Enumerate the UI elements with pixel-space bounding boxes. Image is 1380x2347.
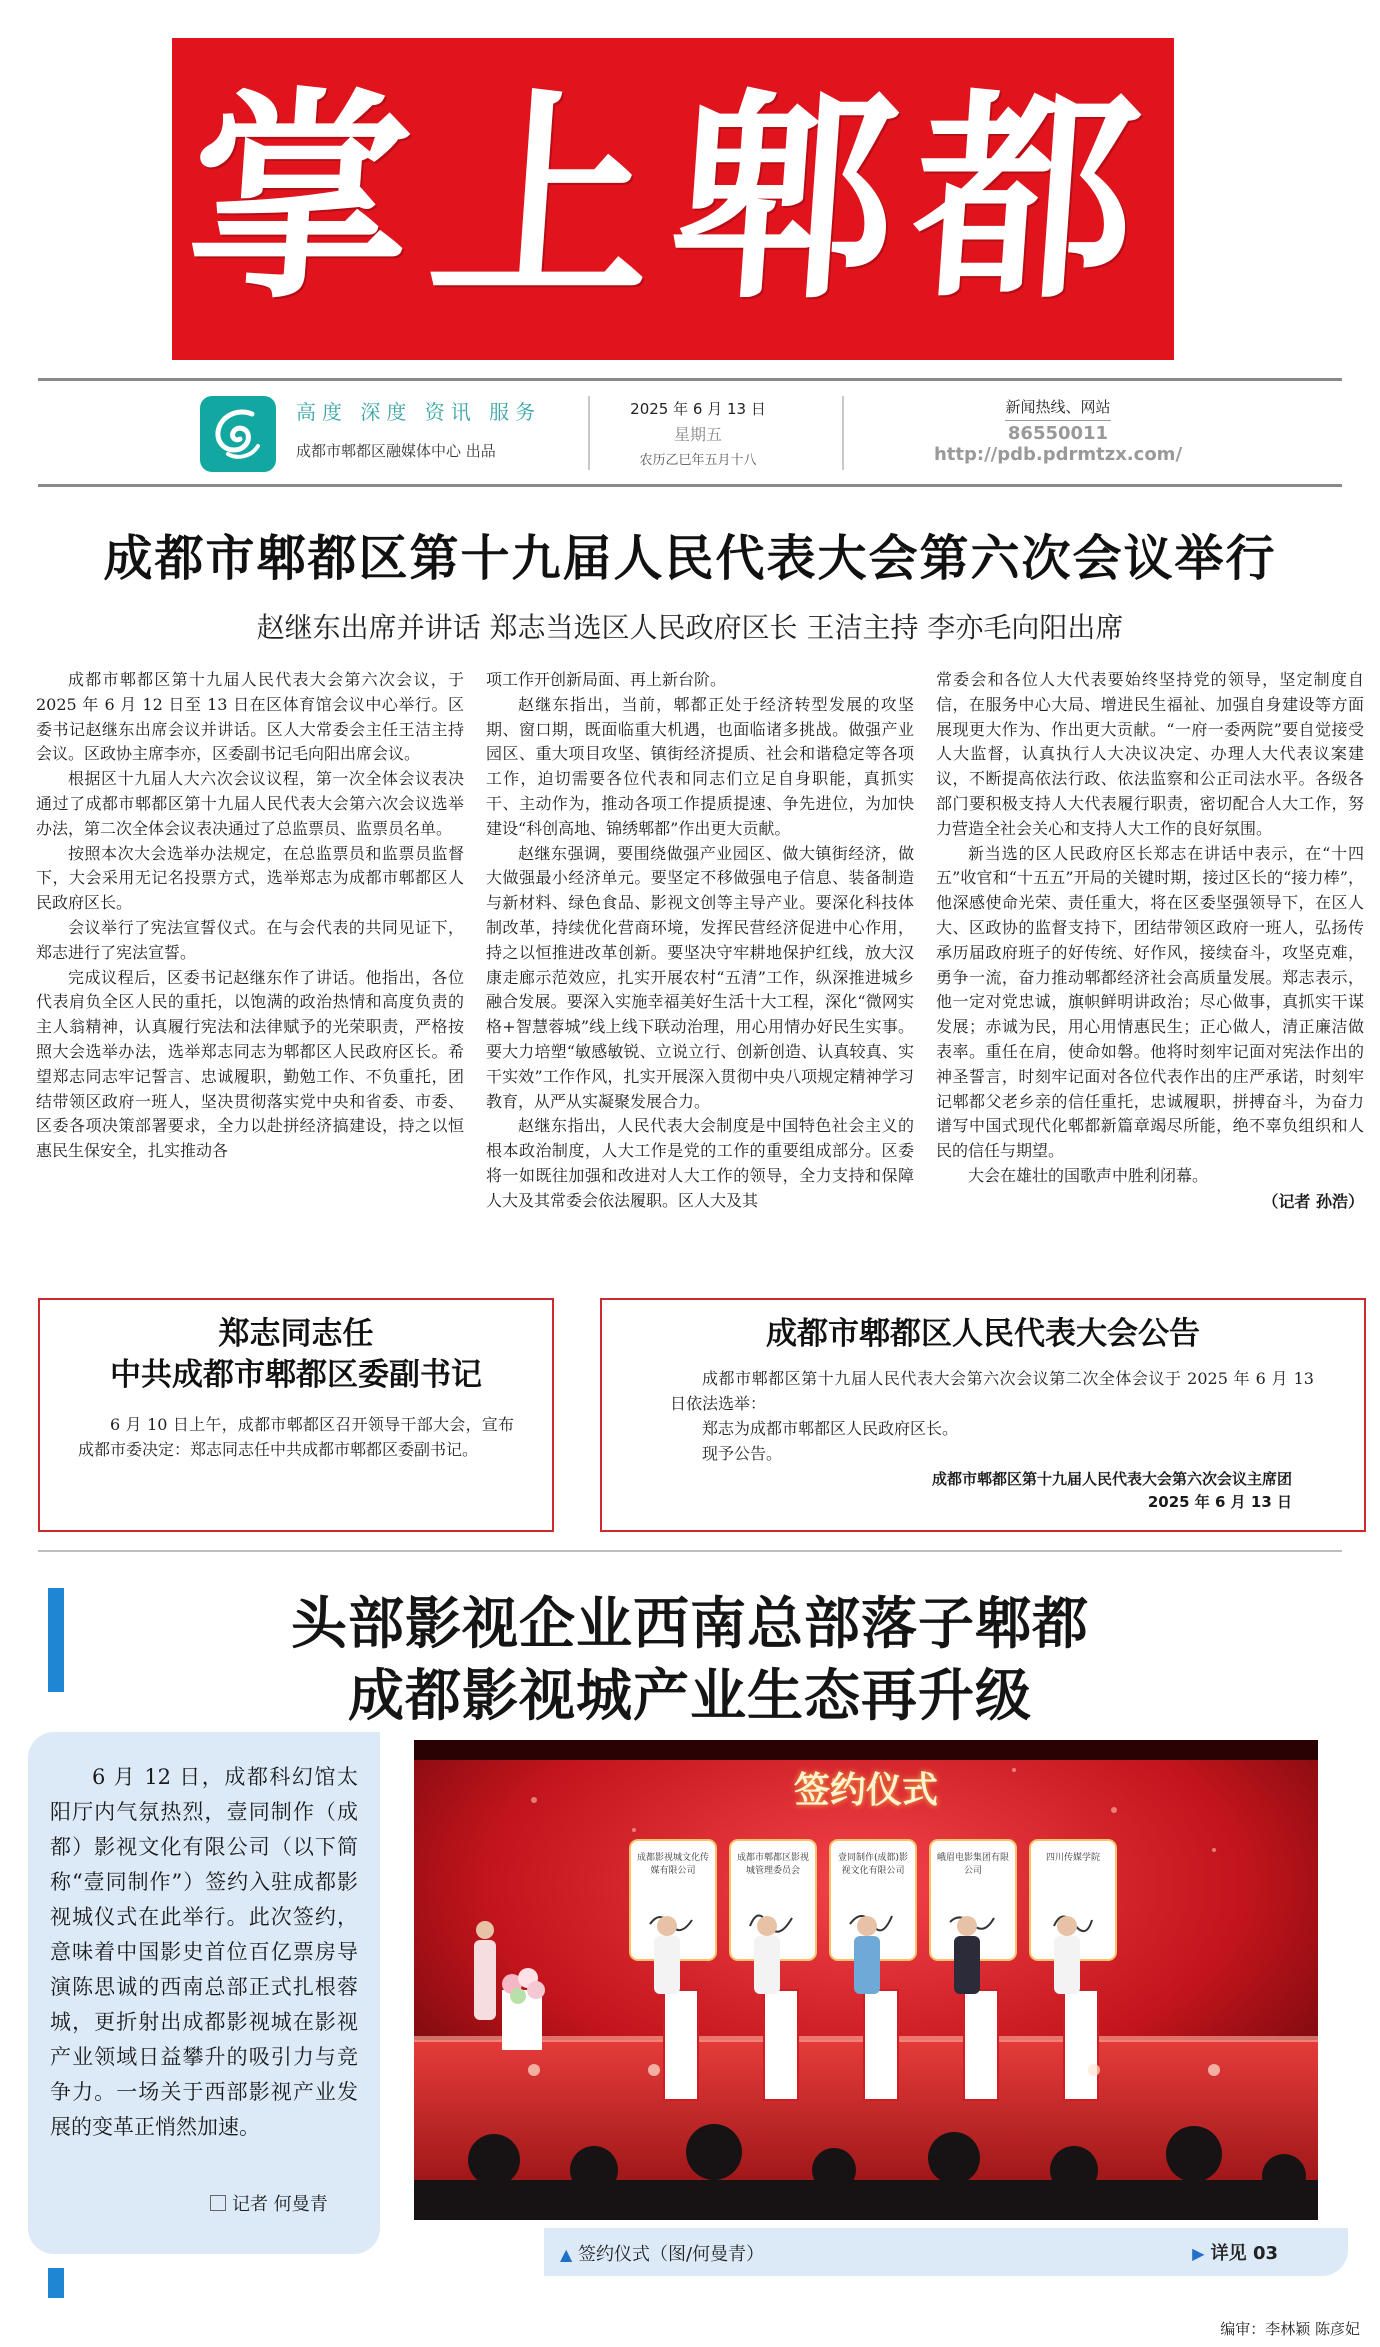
website-link[interactable]: http://pdb.pdrmtzx.com/ <box>933 444 1183 465</box>
announcement-issuer: 成都市郫都区第十九届人民代表大会第六次会议主席团 <box>931 1470 1292 1488</box>
paragraph: 新当选的区人民政府区长郑志在讲话中表示，在“十四五”收官和“十五五”开局的关键时期，接过区长的“接力棒”，他深感使命光荣、责任重大，将在区委坚强领导下，在区人大、区政协的监督支持下，团结带领区政府一班人，弘扬传承历届政府班子的好传统、好作风，接续奋斗，攻坚克难，勇争一流，奋力推动郫都经济社会高质量发展。郑志表示，他一定对党忠诚，旗帜鲜明讲政治；尽心做事，真抓实干谋发展；赤诚为民，用心用情惠民生；正心做人，清正廉洁做表率。重任在肩，使命如磐。他将时刻牢记面对宪法作出的神圣誓言，时刻牢记面对各位代表作出的庄严承诺，时刻牢记郫都父老乡亲的信任重托，忠诚履职，拼搏奋斗，为奋力谱写中国式现代化郫都新篇章竭尽所能，绝不辜负组织和人民的信任与期望。 <box>936 843 1364 1161</box>
story-lead: 6 月 12 日，成都科幻馆太阳厅内气氛热烈，壹同制作（成都）影视文化有限公司（以下简称“壹同制作”）签约入驻成都影视城仪式在此举行。此次签约，意味着中国影史首位百亿票房导演陈思诚的西南总部正式扎根蓉城，更折射出成都影视城在影视产业领域日益攀升的吸引力与竞争力。一场关于西部影视产业发展的变革正悄然加速。 <box>50 1765 358 2139</box>
story-title-line2: 成都影视城产业生态再升级 <box>348 1664 1032 1729</box>
paragraph: 赵继东指出，当前，郫都正处于经济转型发展的攻坚期、窗口期，既面临重大机遇，也面临诸多挑战。做强产业园区、重大项目攻坚、镇街经济提质、社会和谐稳定等各项工作，迫切需要各位代表和同志们立足自身职能，真抓实干、主动作为，推动各项工作提质提速、争先进位，为加快建设“科创高地、锦绣郫都”作出更大贡献。 <box>486 694 914 838</box>
notice-title-line1: 郑志同志任 <box>218 1316 374 1352</box>
board-label: 四川传媒学院 <box>1045 1853 1100 1863</box>
lead-byline: （记者 孙浩） <box>1262 1191 1364 1211</box>
notice-title-line2: 中共成都市郫都区委副书记 <box>110 1357 482 1393</box>
column-1 <box>36 668 464 1268</box>
announcement-line: 成都市郫都区第十九届人民代表大会第六次会议第二次全体会议于 2025 年 6 月 13 日依法选举： <box>670 1369 1314 1413</box>
paragraph: 完成议程后，区委书记赵继东作了讲话。他指出，各位代表肩负全区人民的重托，以饱满的政治热情和高度负责的主人翁精神，认真履行宪法和法律赋予的光荣职责，严格按照大会选举办法，选举郑志同志为郫都区人民政府区长。希望郑志同志牢记誓言、忠诚履职，勤勉工作、不负重托，团结带领区政府一班人，坚决贯彻落实党中央和省委、市委、区委各项决策部署要求，全力以赴拼经济搞建设，持之以恒惠民生保安全，扎实推动各 <box>36 967 464 1161</box>
notice-body: 6 月 10 日上午，成都市郫都区召开领导干部大会，宣布成都市委决定：郑志同志任中共成都市郫都区委副书记。 <box>78 1415 514 1459</box>
paragraph: 会议举行了宪法宣誓仪式。在与会代表的共同见证下，郑志进行了宪法宣誓。 <box>36 917 464 962</box>
reporter-name: 记者 何曼青 <box>232 2194 328 2215</box>
story-title-line1: 头部影视企业西南总部落子郫都 <box>291 1592 1089 1657</box>
see-page-link[interactable] <box>1192 2239 1278 2265</box>
date-block <box>598 398 798 468</box>
slogan: 高度 深度 资讯 服务 <box>296 400 542 424</box>
paragraph: 按照本次大会选举办法规定，在总监票员和监票员监督下，大会采用无记名投票方式，选举郑志为成都市郫都区人民政府区长。 <box>36 843 464 913</box>
paragraph: 常委会和各位人大代表要始终坚持党的领导，坚定制度自信，在服务中心大局、增进民生福祉、加强自身建设等方面展现更大作为、作出更大贡献。“一府一委两院”要自觉接受人大监督，认真执行人大决议决定、办理人大代表议案建议，不断提高依法行政、依法监察和公正司法水平。各级各部门要积极支持人大代表履行职责，密切配合人大工作，努力营造全社会关心和支持人大工作的良好氛围。 <box>936 670 1364 838</box>
paragraph: 项工作开创新局面、再上新台阶。 <box>486 670 727 689</box>
paragraph: 成都市郫都区第十九届人民代表大会第六次会议，于 2025 年 6 月 12 日至 13 日在区体育馆会议中心举行。区委书记赵继东出席会议并讲话。区人大常委会主任王洁主持会议。区政协主席李亦，区委副书记毛向阳出席会议。 <box>36 670 464 764</box>
hotline-label: 新闻热线、网站 <box>1005 396 1110 421</box>
top-rule <box>38 378 1342 381</box>
announcement-line: 郑志为成都市郫都区人民政府区长。 <box>702 1419 959 1438</box>
hotline-number: 86550011 <box>1007 423 1109 444</box>
accent-bar <box>48 2268 64 2298</box>
paragraph: 赵继东指出，人民代表大会制度是中国特色社会主义的根本政治制度，人大工作是党的工作的重要组成部分。区委将一如既往加强和改进对人大工作的领导，全力支持和保障人大及其常委会依法履职。区人大及其 <box>486 1116 914 1210</box>
masthead <box>172 38 1174 360</box>
accent-bar <box>48 1588 64 1692</box>
caption-triangle-icon: ▲ <box>560 2245 573 2264</box>
masthead-title: 掌上郫都 <box>179 69 1167 329</box>
column-3 <box>936 668 1364 1268</box>
paragraph: 大会在雄壮的国歌声中胜利闭幕。 <box>968 1165 1209 1185</box>
hotline-block <box>898 396 1218 465</box>
info-bar-bottom-rule <box>38 484 1342 487</box>
weekday: 星期五 <box>673 425 722 444</box>
arrow-right-icon: ▶ <box>1192 2244 1205 2263</box>
board-label: 成都影视城文化传媒有限公司 <box>636 1853 709 1876</box>
announcement-line: 现予公告。 <box>702 1444 783 1463</box>
column-2 <box>486 668 914 1268</box>
info-bar <box>38 384 1342 480</box>
photo-caption <box>560 2240 764 2266</box>
paragraph: 根据区十九届人大六次会议议程，第一次全体会议表决通过了成都市郫都区第十九届人民代表大会第六次会议选举办法，第二次全体会议表决通过了总监票员、监票员名单。 <box>36 769 464 838</box>
board-label: 成都市郫都区影视城管理委员会 <box>736 1853 809 1876</box>
reporter-box-icon <box>210 2195 226 2211</box>
notice-announcement <box>600 1298 1366 1532</box>
lead-subhead: 赵继东出席并讲话 郑志当选区人民政府区长 王洁主持 李亦毛向阳出席 <box>256 611 1124 644</box>
signing-ceremony-photo <box>414 1740 1318 2220</box>
caption-text: 签约仪式（图/何曼青） <box>578 2244 765 2265</box>
section-rule <box>38 1550 1342 1552</box>
see-page-text: 详见 03 <box>1210 2243 1278 2264</box>
publisher: 成都市郫都区融媒体中心 出品 <box>296 442 496 460</box>
issue-date: 2025 年 6 月 13 日 <box>630 400 766 418</box>
board-label: 壹同制作(成都)影视文化有限公司 <box>837 1853 909 1876</box>
notice-appointment <box>38 1298 554 1532</box>
story-reporter <box>210 2190 328 2216</box>
announcement-date: 2025 年 6 月 13 日 <box>1147 1493 1292 1511</box>
lead-story-body <box>36 668 1364 1268</box>
photo-banner: 签约仪式 <box>793 1770 938 1811</box>
brand-logo-icon <box>200 396 276 472</box>
story-lead-panel <box>28 1732 380 2254</box>
lead-headline: 成都市郫都区第十九届人民代表大会第六次会议举行 <box>103 530 1277 587</box>
divider <box>842 396 844 470</box>
lunar-date: 农历乙巳年五月十八 <box>639 453 757 468</box>
announcement-title: 成都市郫都区人民代表大会公告 <box>766 1316 1200 1352</box>
board-label: 峨眉电影集团有限公司 <box>936 1853 1009 1876</box>
paragraph: 赵继东强调，要围绕做强产业园区、做大镇街经济，做大做强最小经济单元。要坚定不移做强电子信息、装备制造与新材料、绿色食品、影视文创等主导产业。要深化科技体制改革，持续优化营商环境，发挥民营经济促进中心作用，持之以恒推进改革创新。要坚决守牢耕地保护红线，放大汉康走廊示范效应，扎实开展农村“五清”工作，纵深推进城乡融合发展。要深入实施幸福美好生活十大工程，深化“微网实格+智慧蓉城”线上线下联动治理，用心用情办好民生实事。要大力培塑“敏感敏锐、立说立行、创新创造、认真较真、实干实效”工作作风，扎实开展深入贯彻中央八项规定精神学习教育，从严从实凝聚发展合力。 <box>486 843 914 1111</box>
divider <box>588 396 590 470</box>
editors-credit: 编审：李林颖 陈彦妃 <box>1220 2320 1360 2338</box>
caption-bar <box>544 2228 1348 2276</box>
